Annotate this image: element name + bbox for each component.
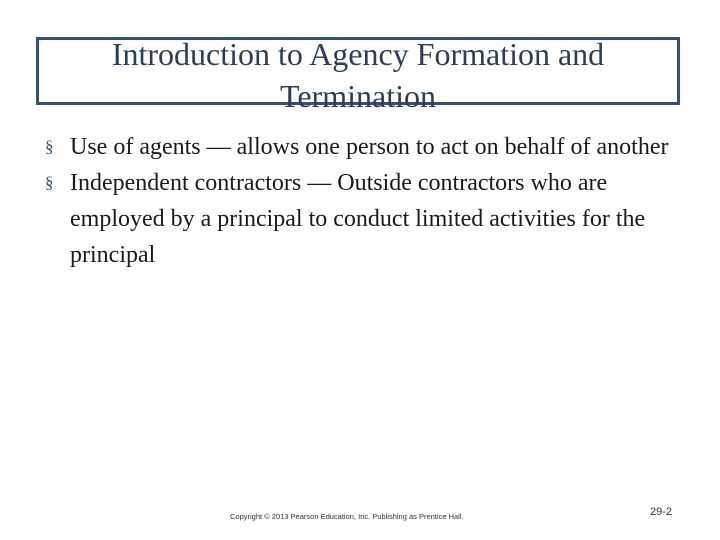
slide-title: Introduction to Agency Formation and Termination <box>111 36 605 114</box>
bullet-marker-icon: § <box>45 173 54 192</box>
copyright-footer: Copyright © 2013 Pearson Education, Inc. Publishing as Prentice Hall. <box>230 512 464 521</box>
bullet-text: Independent contractors — Outside contractors who are employed by a principal to conduct limited activities for the principal <box>70 170 646 268</box>
bullet-item-agents <box>45 129 695 165</box>
slide-number: 29-2 <box>650 506 673 518</box>
bullet-text: Use of agents — allows one person to act on behalf of another <box>70 134 669 160</box>
bullet-item-contractors <box>45 165 695 273</box>
bullet-marker-icon: § <box>45 137 54 156</box>
bullet-list <box>45 129 695 273</box>
